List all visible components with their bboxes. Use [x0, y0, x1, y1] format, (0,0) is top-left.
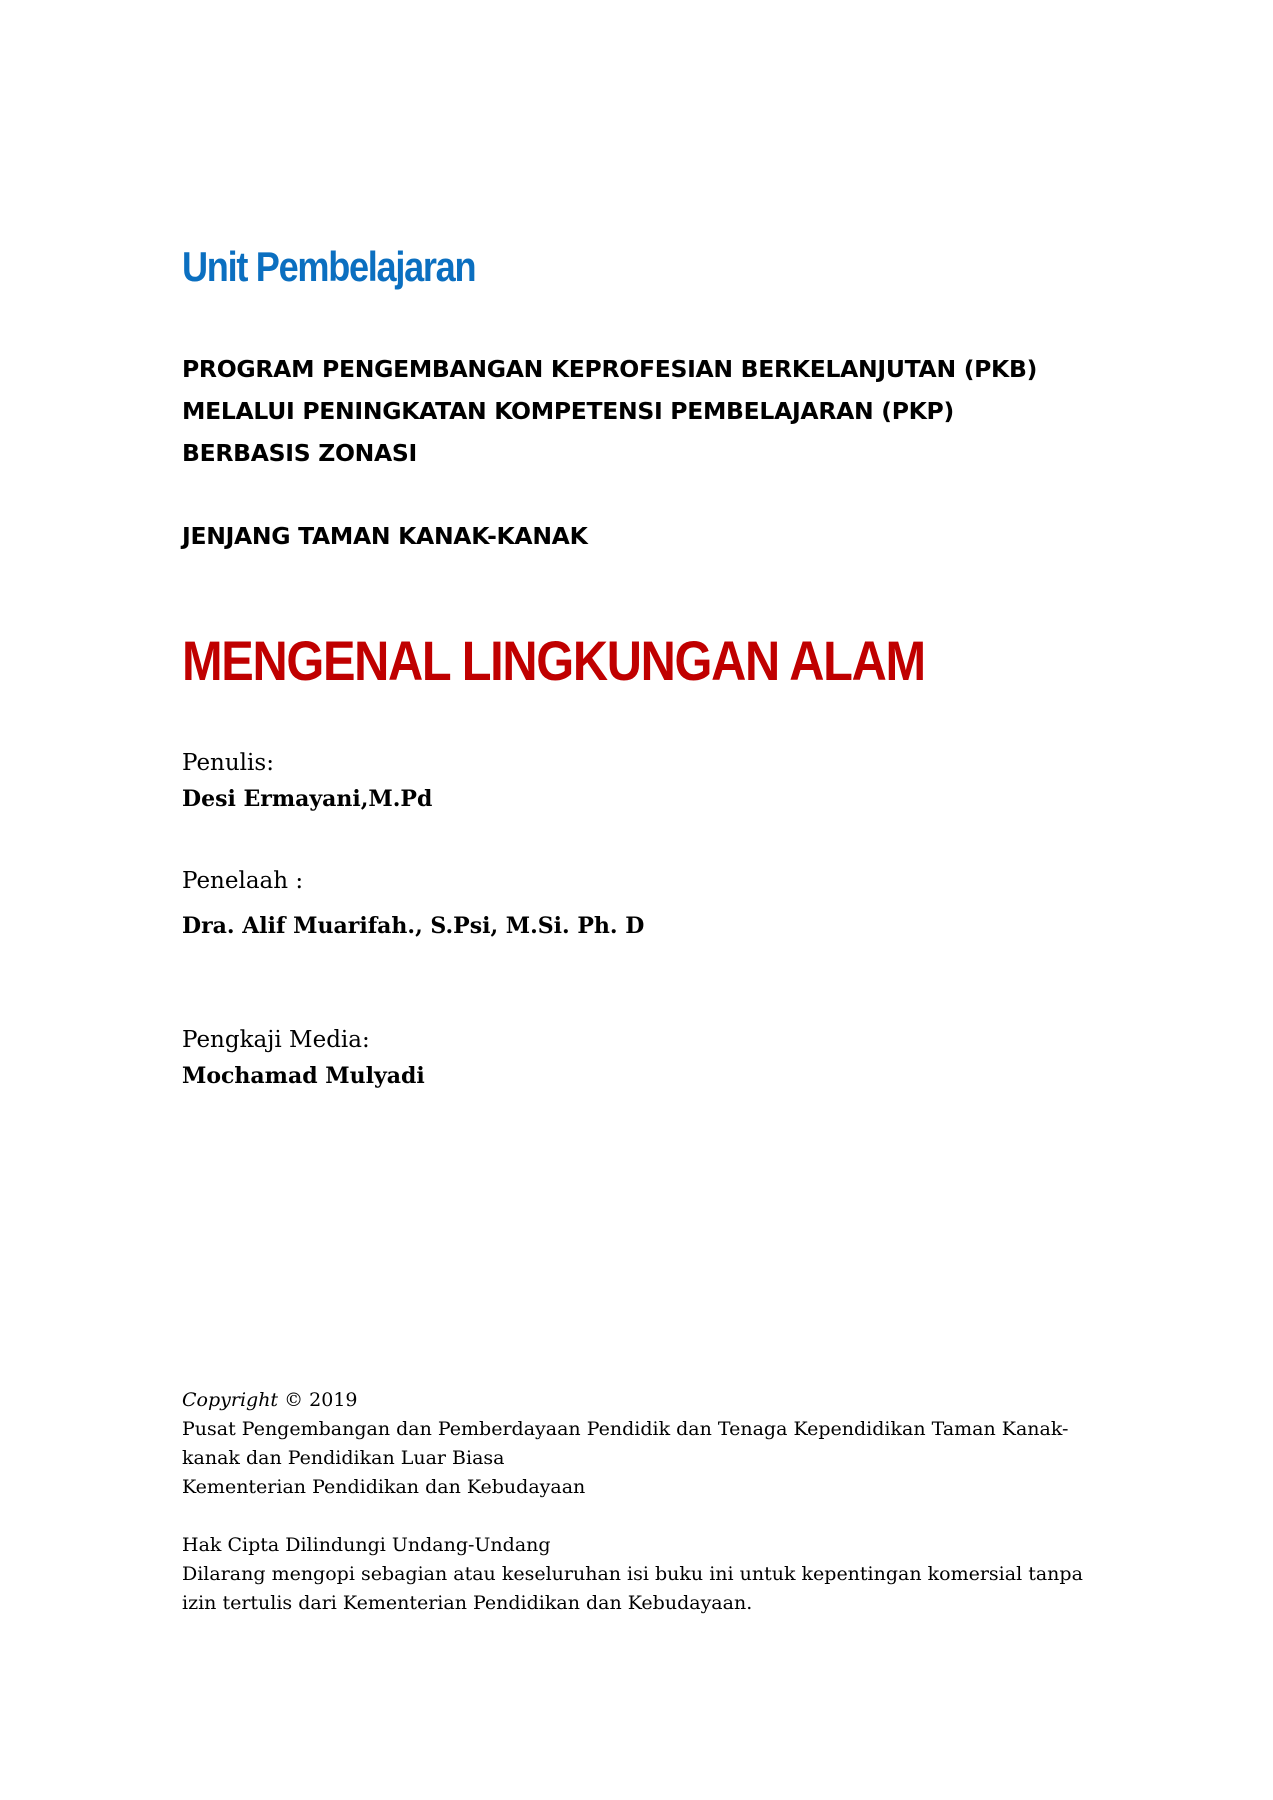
program-title-block	[182, 348, 1037, 474]
reviewer-label: Penelaah :	[182, 868, 304, 894]
unit-label: Unit Pembelajaran	[182, 243, 476, 290]
module-title: MENGENAL LINGKUNGAN ALAM	[182, 629, 925, 692]
ministry-line: Kementerian Pendidikan dan Kebudayaan	[182, 1476, 586, 1498]
rights-line: Dilarang mengopi sebagian atau keseluruhan isi buku ini untuk kepentingan komersial tanpa	[182, 1563, 1083, 1585]
reviewer-name: Dra. Alif Muarifah., S.Psi, M.Si. Ph. D	[182, 913, 645, 939]
education-level: JENJANG TAMAN KANAK-KANAK	[182, 522, 588, 550]
media-reviewer-name: Mochamad Mulyadi	[182, 1063, 425, 1089]
copyright-word: Copyright	[182, 1389, 279, 1411]
publisher-line: kanak dan Pendidikan Luar Biasa	[182, 1447, 505, 1469]
rights-line: izin tertulis dari Kementerian Pendidikan dan Kebudayaan.	[182, 1592, 753, 1614]
program-line: PROGRAM PENGEMBANGAN KEPROFESIAN BERKELANJUTAN (PKB)	[182, 355, 1038, 383]
copyright-block	[182, 1386, 1068, 1502]
writer-label: Penulis:	[182, 750, 274, 776]
program-line: BERBASIS ZONASI	[182, 439, 417, 467]
copyright-year: © 2019	[278, 1389, 358, 1411]
media-reviewer-label: Pengkaji Media:	[182, 1027, 370, 1053]
publisher-line: Pusat Pengembangan dan Pemberdayaan Pendidik dan Tenaga Kependidikan Taman Kanak-	[182, 1418, 1069, 1440]
rights-line: Hak Cipta Dilindungi Undang-Undang	[182, 1534, 551, 1556]
writer-name: Desi Ermayani,M.Pd	[182, 786, 433, 812]
copyright-line	[182, 1386, 1068, 1415]
rights-block	[182, 1531, 1083, 1618]
program-line: MELALUI PENINGKATAN KOMPETENSI PEMBELAJARAN (PKP)	[182, 397, 954, 425]
